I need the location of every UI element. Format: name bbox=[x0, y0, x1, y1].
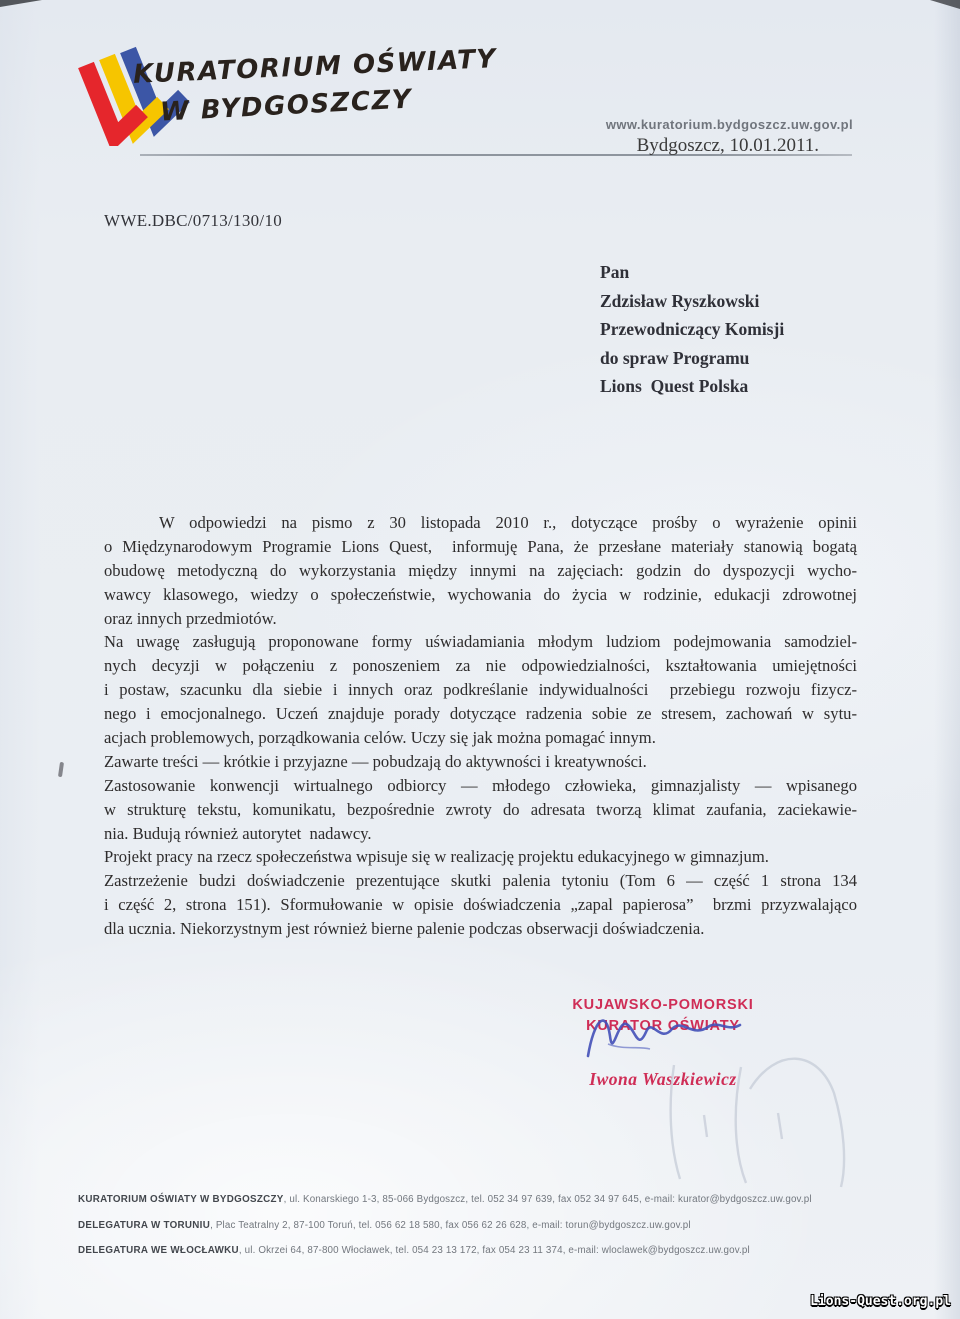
addressee-block bbox=[600, 258, 784, 401]
addressee-line: Przewodniczący Komisji bbox=[600, 319, 785, 340]
letter-body bbox=[104, 511, 857, 941]
stamp-signatory-name: Iwona Waszkiewicz bbox=[589, 1069, 737, 1089]
body-line: Na uwagę zasługują proponowane formy uświadamiania młodym ludziom podejmowania samodziel- bbox=[104, 632, 857, 652]
scan-corner-artifact-left bbox=[0, 0, 42, 7]
footer-org-details: , ul. Okrzei 64, 87-800 Włocławek, tel. 054 23 13 172, fax 054 23 11 374, e-mail: wloclawek@bydgoszcz.uw.gov.pl bbox=[238, 1245, 750, 1256]
paper-crease-marks bbox=[628, 1055, 890, 1195]
stamp-title-line1: KUJAWSKO-POMORSKI bbox=[572, 997, 754, 1013]
scan-corner-artifact-right bbox=[930, 0, 960, 9]
body-line: W odpowiedzi na pismo z 30 listopada 2010 r., dotyczące prośby o wyrażenie opinii bbox=[159, 513, 857, 532]
org-website: www.kuratorium.bydgoszcz.uw.gov.pl bbox=[605, 117, 853, 132]
addressee-line: Lions Quest Polska bbox=[600, 376, 749, 397]
scan-edge-mark bbox=[58, 762, 64, 777]
footer-org-name: KURATORIUM OŚWIATY W BYDGOSZCZY bbox=[78, 1194, 284, 1205]
addressee-line: Zdzisław Ryszkowski bbox=[600, 290, 760, 311]
reference-number: WWE.DBC/0713/130/10 bbox=[104, 211, 283, 230]
body-line: Zastosowanie konwencji wirtualnego odbiorcy — młodego człowieka, gimnazjalisty — wpisanego bbox=[104, 775, 857, 795]
addressee-line: do spraw Programu bbox=[600, 347, 750, 368]
body-line: o Międzynarodowym Programie Lions Quest, informuję Pana, że przesłane materiały stanowią bogatą bbox=[104, 536, 857, 556]
footer-row bbox=[78, 1187, 890, 1213]
body-line: Zastrzeżenie budzi doświadczenie prezentujące skutki palenia tytoniu (Tom 6 — część 1 strona 134 bbox=[104, 871, 857, 891]
addressee-line: Pan bbox=[600, 262, 630, 282]
body-line: w strukturę tekstu, komunikatu, bezpośrednie zwroty do adresata tworzą klimat zaufania, zaciekawie- bbox=[104, 799, 857, 819]
body-line: nych decyzji w połączeniu z ponoszeniem za nie odpowiedzialności, kształtowania umiejętności bbox=[104, 656, 857, 676]
footer-row bbox=[78, 1238, 890, 1264]
body-line: Projekt pracy na rzecz społeczeństwa wpisuje się w realizację projektu edukacyjnego w gimnazjum. bbox=[104, 847, 769, 867]
stamp-title-line2: KURATOR OŚWIATY bbox=[586, 1018, 740, 1034]
place-date-line: Bydgoszcz, 10.01.2011. bbox=[636, 135, 819, 156]
footer-contacts bbox=[78, 1187, 890, 1264]
site-watermark: Lions-Quest.org.pl bbox=[810, 1294, 951, 1309]
body-line: acjach problemowych, porządkowania celów. Uczy się jak można pomagać innym. bbox=[104, 728, 656, 748]
body-line: oraz innych przedmiotów. bbox=[104, 608, 277, 628]
body-line: i część 2, strona 151). Sformułowanie w opisie doświadczenia „zapal papierosa” brzmi przyzwalająco bbox=[104, 895, 857, 915]
body-line: Zawarte treści — krótkie i przyjazne — pobudzają do aktywności i kreatywności. bbox=[104, 751, 647, 771]
body-line: nia. Budują również autorytet nadawcy. bbox=[104, 823, 372, 843]
body-line: i postaw, szacunku dla siebie i innych oraz podkreślanie indywidualności przebiegu rozwoju fizycz- bbox=[104, 680, 857, 700]
body-line: dla ucznia. Niekorzystnym jest również bierne palenie podczas obserwacji doświadczenia. bbox=[104, 919, 705, 939]
footer-row bbox=[78, 1213, 890, 1239]
body-line: nego i emocjonalnego. Uczeń znajduje porady dotyczące radzenia sobie ze stresem, zachowań w sytu- bbox=[104, 704, 857, 724]
footer-org-details: , ul. Konarskiego 1-3, 85-066 Bydgoszcz, tel. 052 34 97 639, fax 052 34 97 645, e-mail: kurator@bydgoszcz.uw.gov.pl bbox=[283, 1194, 812, 1205]
body-line: obudowę metodyczną do wykorzystania między innymi na zajęciach: godzin do dyspozycji wycho- bbox=[104, 560, 857, 580]
body-line: wawcy klasowego, wiedzy o społeczeństwie, wychowania do życia w rodzinie, edukacji zdrowotnej bbox=[104, 584, 857, 604]
footer-org-name: DELEGATURA WE WŁOCŁAWKU bbox=[78, 1245, 239, 1256]
org-name-line1: KURATORIUM OŚWIATY bbox=[132, 44, 498, 90]
org-name-line2: W BYDGOSZCZY bbox=[159, 84, 413, 128]
footer-org-details: , Plac Teatralny 2, 87-100 Toruń, tel. 056 62 18 580, fax 056 62 26 628, e-mail: torun@bydgoszcz.uw.gov.pl bbox=[210, 1219, 691, 1231]
footer-org-name: DELEGATURA W TORUNIU bbox=[78, 1219, 211, 1231]
